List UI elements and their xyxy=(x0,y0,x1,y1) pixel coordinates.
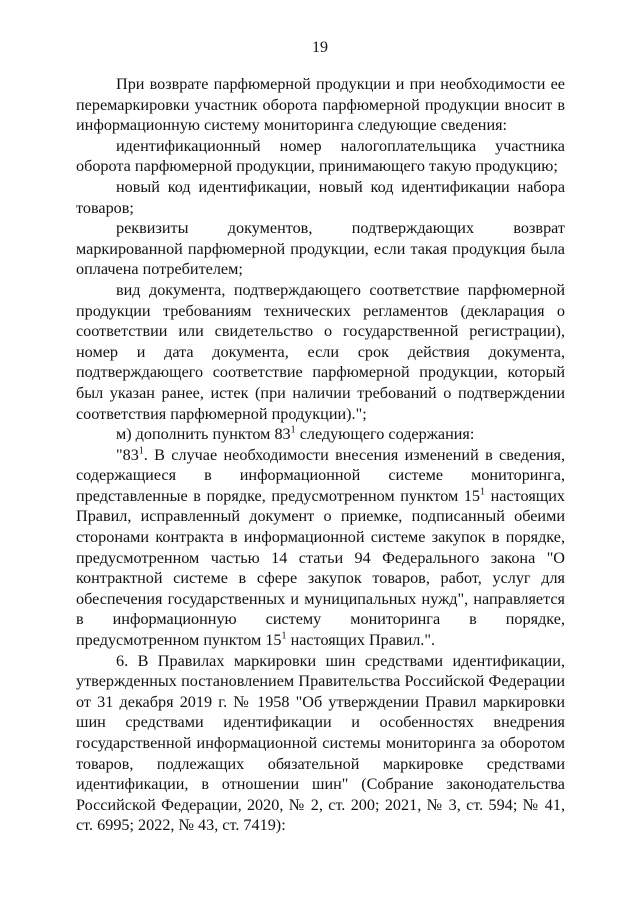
paragraph-return-intro: При возврате парфюмерной продукции и при необходимости ее перемаркировки участник оборота парфюмерной продукции вносит в информационную систему мониторинга следующие сведения: xyxy=(76,75,565,135)
text-fragment: настоящих Правил.". xyxy=(286,631,436,650)
text-fragment: следующего содержания: xyxy=(295,425,475,444)
paragraph-new-code: новый код идентификации, новый код идентификации набора товаров; xyxy=(76,177,565,217)
text-fragment: . В случае необходимости внесения изменений в сведения, содержащиеся в информационной системе мониторинга, представленные в порядке, предусмотренном пунктом 15 xyxy=(76,445,565,505)
page-number: 19 xyxy=(312,39,328,56)
superscript: 1 xyxy=(480,486,486,498)
text-fragment: "83 xyxy=(116,445,139,464)
superscript: 1 xyxy=(281,630,287,642)
superscript: 1 xyxy=(290,424,296,436)
document-body xyxy=(76,74,565,836)
paragraph-add-item-83 xyxy=(76,424,565,445)
text-fragment: м) дополнить пунктом 83 xyxy=(116,425,291,444)
paragraph-tire-rules: 6. В Правилах маркировки шин средствами идентификации, утвержденных постановлением Правительства Российской Федерации от 31 декабря 2019 г. № 1958 "Об утверждении Правил маркировки шин средствами идентификации и особенностях внедрения государственной информационной системы мониторинга за оборотом товаров, подлежащих обязательной маркировке средствами идентификации, в отношении шин" (Собрание законодательства Российской Федерации, 2020, № 2, ст. 200; 2021, № 3, ст. 594; № 41, ст. 6995; 2022, № 43, ст. 7419): xyxy=(76,651,565,835)
paragraph-inn: идентификационный номер налогоплательщика участника оборота парфюмерной продукции, принимающего такую продукцию; xyxy=(76,136,565,176)
paragraph-return-docs: реквизиты документов, подтверждающих возврат маркированной парфюмерной продукции, если такая продукция была оплачена потребителем; xyxy=(76,219,565,279)
paragraph-conformity-doc: вид документа, подтверждающего соответствие парфюмерной продукции требованиям технических регламентов (декларация о соответствии или свидетельство о государственной регистрации), номер и дата документа, если срок действия документа, подтверждающего соответствие парфюмерной продукции, который был указан ранее, истек (при наличии требований о подтверждении соответствия парфюмерной продукции)."; xyxy=(76,280,565,423)
text-fragment: настоящих Правил, исправленный документ о приемке, подписанный обеими сторонами контракта в информационной системе закупок в порядке, предусмотренном частью 14 статьи 94 Федерального закона "О контрактной системе в сфере закупок товаров, работ, услуг для обеспечения государственных и муниципальных нужд", направляется в информационную систему мониторинга в порядке, предусмотренном пунктом 15 xyxy=(76,486,565,650)
paragraph-item-83-text xyxy=(76,445,565,651)
superscript: 1 xyxy=(138,445,144,457)
